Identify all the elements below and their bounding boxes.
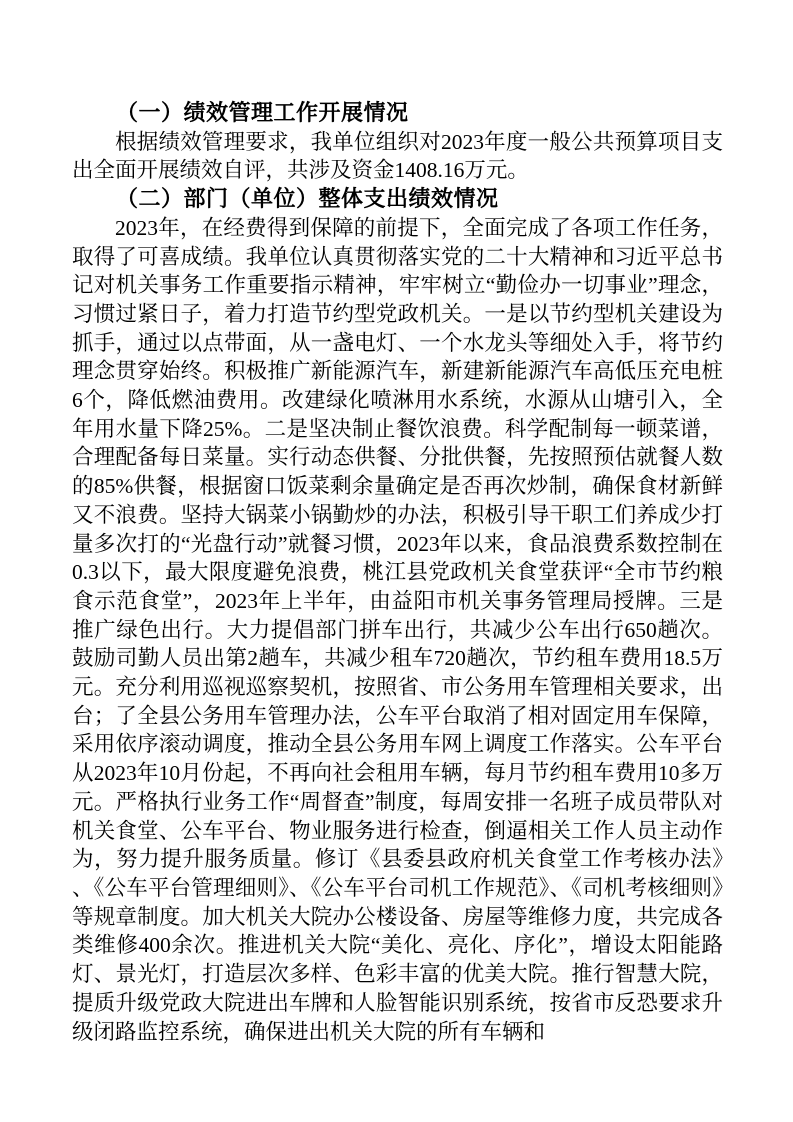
section-heading-overall-expenditure-performance: （二）部门（单位）整体支出绩效情况 xyxy=(116,186,499,212)
paragraph-self-evaluation: 根据绩效管理要求，我单位组织对2023年度一般公共预算项目支出全面开展绩效自评，共涉及资金1408.16万元。 xyxy=(72,129,723,183)
document-content xyxy=(72,99,723,1046)
paragraph-2023-work-summary: 2023年，在经费得到保障的前提下，全面完成了各项工作任务，取得了可喜成绩。我单位认真贯彻落实党的二十大精神和习近平总书记对机关事务工作重要指示精神，牢牢树立“勤俭办一切事业”理念，习惯过紧日子，着力打造节约型党政机关。一是以节约型机关建设为抓手，通过以点带面，从一盏电灯、一个水龙头等细处入手，将节约理念贯穿始终。积极推广新能源汽车，新建新能源汽车高低压充电桩6个，降低燃油费用。改建绿化喷淋用水系统，水源从山塘引入，全年用水量下降25%。二是坚决制止餐饮浪费。科学配制每一顿菜谱，合理配备每日菜量。实行动态供餐、分批供餐，先按照预估就餐人数的85%供餐，根据窗口饭菜剩余量确定是否再次炒制，确保食材新鲜又不浪费。坚持大锅菜小锅勤炒的办法，积极引导干职工们养成少打量多次打的“光盘行动”就餐习惯，2023年以来，食品浪费系数控制在0.3以下，最大限度避免浪费，桃江县党政机关食堂获评“全市节约粮食示范食堂”，2023年上半年，由益阳市机关事务管理局授牌。三是推广绿色出行。大力提倡部门拼车出行，共减少公车出行650趟次。鼓励司勤人员出第2趟车，共减少租车720趟次，节约租车费用18.5万元。充分利用巡视巡察契机，按照省、市公务用车管理相关要求，出台；了全县公务用车管理办法，公车平台取消了相对固定用车保障，采用依序滚动调度，推动全县公务用车网上调度工作落实。公车平台从2023年10月份起，不再向社会租用车辆，每月节约租车费用10多万元。严格执行业务工作“周督查”制度，每周安排一名班子成员带队对机关食堂、公车平台、物业服务进行检查，倒逼相关工作人员主动作为，努力提升服务质量。修订《县委县政府机关食堂工作考核办法》、《公车平台管理细则》、《公车平台司机工作规范》、《司机考核细则》等规章制度。加大机关大院办公楼设备、房屋等维修力度，共完成各类维修400余次。推进机关大院“美化、亮化、序化”，增设太阳能路灯、景光灯，打造层次多样、色彩丰富的优美大院。推行智慧大院，提质升级党政大院进出车牌和人脸智能识别系统，按省市反恐要求升级闭路监控系统，确保进出机关大院的所有车辆和 xyxy=(72,215,723,1044)
section-heading-performance-management: （一）绩效管理工作开展情况 xyxy=(116,100,409,125)
